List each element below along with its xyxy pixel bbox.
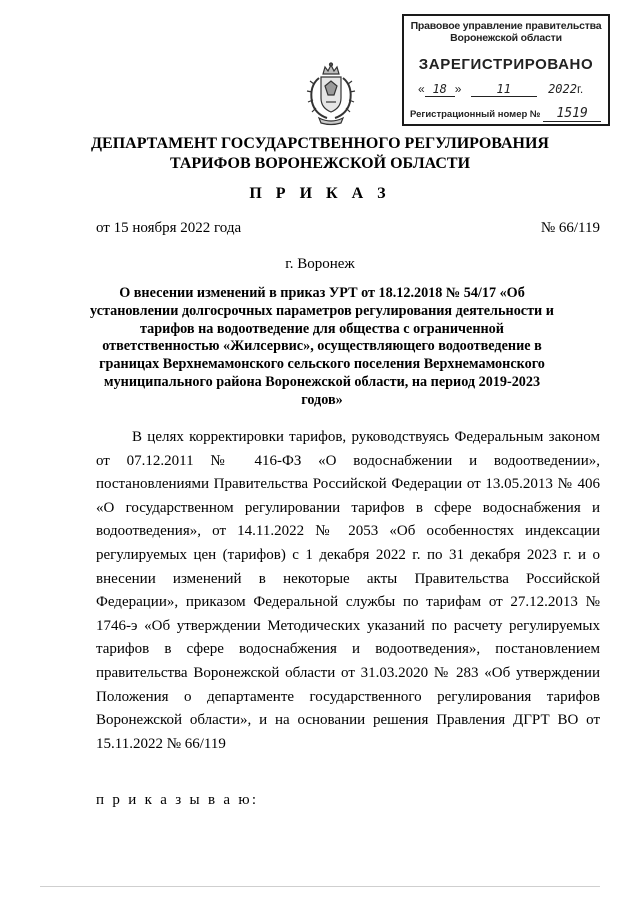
department-title: ДЕПАРТАМЕНТ ГОСУДАРСТВЕННОГО РЕГУЛИРОВАНИЯ ТАРИФОВ ВОРОНЕЖСКОЙ ОБЛАСТИ [91, 135, 549, 172]
stamp-number-line [410, 106, 602, 124]
document-date: от 15 ноября 2022 года [96, 220, 242, 236]
document-subject: О внесении изменений в приказ УРТ от 18.12.2018 № 54/17 «Об установлении долгосрочных параметров регулирования деятельности и тарифов на водоотведение для общества с ограниченной ответственностью «Жилсервис», осуществляющего водоотведение в границах Верхнемамонского сельского поселения Верхнемамонского муниципального района Воронежской области, на период 2019-2023 годов» [90, 285, 554, 408]
document-body [96, 426, 600, 756]
registration-stamp [402, 14, 610, 126]
stamp-reg-label: Регистрационный номер № [410, 109, 541, 120]
document-type-title: П Р И К А З [249, 185, 391, 202]
stamp-registered-label: ЗАРЕГИСТРИРОВАНО [418, 56, 594, 73]
stamp-day: 18 [425, 82, 455, 97]
page-bottom-rule [40, 886, 600, 887]
document-number: № 66/119 [540, 220, 600, 236]
stamp-year-suffix: г. [576, 82, 584, 96]
stamp-reg-number: 1519 [543, 106, 601, 122]
coat-of-arms-emblem [305, 62, 357, 126]
stamp-year: 2022 [548, 82, 577, 96]
body-paragraph: В целях корректировки тарифов, руководствуясь Федеральным законом от 07.12.2011 № 416-ФЗ «О водоснабжении и водоотведении», постановлениями Правительства Российской Федерации от 13.05.2013 № 406 «О государственном регулировании тарифов в сфере водоснабжения и водоотведения», от 14.11.2022 № 2053 «Об особенностях индексации регулируемых цен (тарифов) с 1 декабря 2022 г. по 31 декабря 2023 г. и о внесении изменений в некоторые акты Правительства Российской Федерации», приказом Федеральной службы по тарифам от 27.12.2013 № 1746-э «Об утверждении Методических указаний по расчету регулируемых тарифов в сфере водоснабжения и водоотведения», постановлением правительства Воронежской области от 31.03.2020 № 283 «Об утверждении Положения о департаменте государственного регулирования тарифов Воронежской области», и на основании решения Правления ДГРТ ВО от 15.11.2022 № 66/119 [96, 429, 600, 752]
stamp-date-line: « 18 » 11 2022г. [418, 82, 584, 96]
stamp-organization: Правовое управление правительства Воронежской области [410, 20, 602, 44]
document-city: г. Воронеж [285, 256, 355, 272]
order-statement: п р и к а з ы в а ю: [96, 792, 259, 808]
stamp-month: 11 [471, 82, 537, 97]
